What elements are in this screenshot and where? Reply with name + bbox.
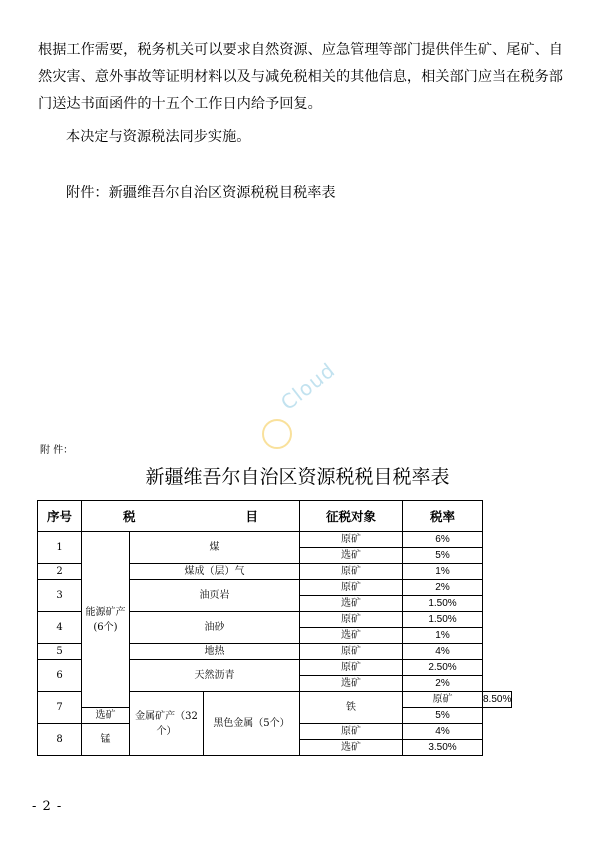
rate-cell: 1% <box>403 564 483 580</box>
body-paragraph-1: 根据工作需要，税务机关可以要求自然资源、应急管理等部门提供伴生矿、尾矿、自然灾害、意外事故等证明材料以及与减免税相关的其他信息，相关部门应当在税务部门送达书面函件的十五个工作日内给予回复。 <box>38 42 563 112</box>
annex-table-title: 新疆维吾尔自治区资源税税目税率表 <box>145 466 450 488</box>
object-cell: 原矿 <box>300 644 403 660</box>
rate-cell: 1% <box>403 628 483 644</box>
object-cell: 选矿 <box>300 676 403 692</box>
object-cell: 原矿 <box>300 532 403 548</box>
header-tax-item-left: 税 <box>122 509 136 524</box>
item-cell: 天然沥青 <box>130 660 300 692</box>
object-cell: 原矿 <box>300 612 403 628</box>
rate-cell: 1.50% <box>403 612 483 628</box>
object-cell: 选矿 <box>300 628 403 644</box>
cloud-logo-icon <box>262 419 292 449</box>
rate-cell: 5% <box>403 548 483 564</box>
annex-label: 附 件： <box>40 445 74 456</box>
rate-cell: 8.50% <box>483 692 512 708</box>
rate-cell: 3.50% <box>403 740 483 756</box>
object-cell: 原矿 <box>403 692 483 708</box>
object-cell: 选矿 <box>300 740 403 756</box>
object-cell: 选矿 <box>82 708 130 724</box>
seq-cell: 4 <box>38 612 82 644</box>
rate-cell: 2% <box>403 676 483 692</box>
object-cell: 原矿 <box>300 724 403 740</box>
header-object: 征税对象 <box>300 501 403 532</box>
page-number: - 2 - <box>32 799 63 814</box>
seq-cell: 2 <box>38 564 82 580</box>
header-rate: 税率 <box>403 501 483 532</box>
object-cell: 原矿 <box>300 564 403 580</box>
rate-cell: 5% <box>403 708 483 724</box>
item-cell: 油砂 <box>130 612 300 644</box>
object-cell: 选矿 <box>300 596 403 612</box>
tax-rate-table <box>37 500 512 756</box>
table-row <box>38 532 512 548</box>
rate-cell: 4% <box>403 644 483 660</box>
seq-cell: 5 <box>38 644 82 660</box>
header-seq: 序号 <box>38 501 82 532</box>
rate-cell: 6% <box>403 532 483 548</box>
group-ferrous: 黑色金属（5个） <box>204 692 300 756</box>
group-energy: 能源矿产(6个) <box>82 532 130 708</box>
object-cell: 选矿 <box>300 548 403 564</box>
seq-cell: 1 <box>38 532 82 564</box>
seq-cell: 8 <box>38 724 82 756</box>
seq-cell: 3 <box>38 580 82 612</box>
rate-cell: 1.50% <box>403 596 483 612</box>
attachment-note: 附件：新疆维吾尔自治区资源税税目税率表 <box>66 185 336 201</box>
group-metal: 金属矿产（32个） <box>130 692 204 756</box>
item-cell: 地热 <box>130 644 300 660</box>
header-tax-item <box>82 501 300 532</box>
header-tax-item-right: 目 <box>245 509 259 524</box>
seq-cell: 6 <box>38 660 82 692</box>
rate-cell: 2.50% <box>403 660 483 676</box>
item-cell: 锰 <box>82 724 130 756</box>
object-cell: 原矿 <box>300 660 403 676</box>
item-cell: 煤 <box>130 532 300 564</box>
body-paragraph-2: 本决定与资源税法同步实施。 <box>66 129 251 145</box>
rate-cell: 2% <box>403 580 483 596</box>
seq-cell: 7 <box>38 692 82 724</box>
object-cell: 原矿 <box>300 580 403 596</box>
item-cell: 煤成（层）气 <box>130 564 300 580</box>
table-header-row <box>38 501 512 532</box>
watermark-text: Cloud <box>276 357 340 415</box>
item-cell: 铁 <box>300 692 403 724</box>
rate-cell: 4% <box>403 724 483 740</box>
item-cell: 油页岩 <box>130 580 300 612</box>
